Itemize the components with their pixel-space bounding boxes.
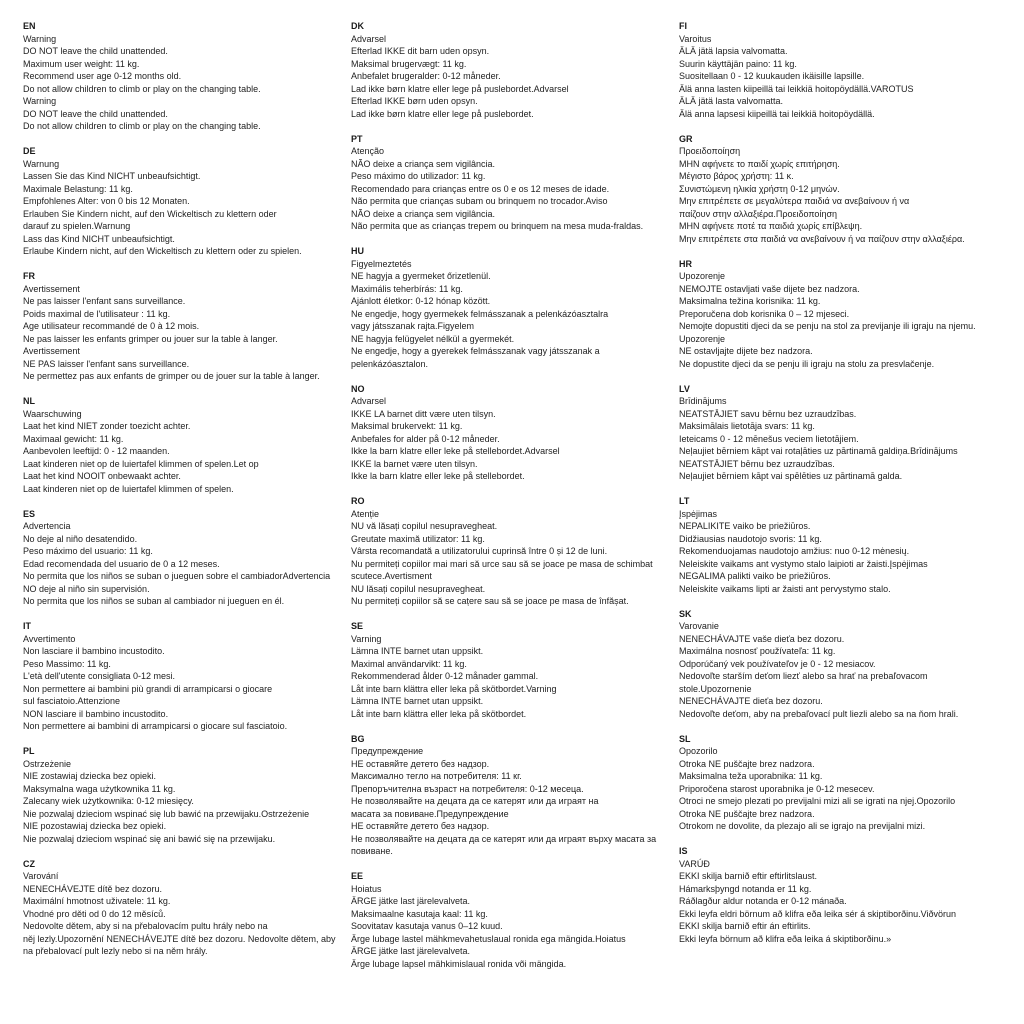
warning-text-line: Do not allow children to climb or play on the changing table.	[23, 121, 261, 131]
warning-text-line: NU lăsați copilul nesupravegheat.	[351, 583, 486, 594]
section-spacer	[23, 383, 349, 396]
language-code: LV	[679, 383, 690, 394]
warning-text-line: No permita que los niños se suban al cambiador ni jueguen en él.	[23, 596, 285, 606]
warning-text-line: Upozorenje	[679, 271, 726, 281]
warning-text-line: ÄLÄ jätä lasta valvomatta.	[679, 96, 784, 106]
language-section-nl	[23, 395, 349, 495]
language-code: BG	[351, 733, 365, 744]
language-section-hu	[351, 245, 677, 370]
warning-text-line: Vârsta recomandată a utilizatorului cuprinsă între 0 și 12 de luni.	[351, 546, 608, 556]
warning-text-line: Neļaujiet bērniem kāpt vai spēlēties uz pārtinamā galda.	[679, 471, 903, 481]
warning-text-line: Lassen Sie das Kind NICHT unbeaufsichtigt.	[23, 171, 201, 181]
language-code: EE	[351, 871, 364, 881]
warning-text-line: Advarsel	[351, 33, 387, 44]
warning-text-line: Ostrzeżenie	[23, 758, 72, 769]
warning-text-line: Neļaujiet bērniem kāpt vai rotaļāties uz pārtinamā galdiņa.Brīdinājums	[679, 446, 958, 456]
warning-text-line: Suurin käyttäjän paino: 11 kg.	[679, 58, 797, 69]
warning-text-line: Opozorilo	[679, 746, 718, 756]
warning-text-line: ÄRGE jätke last järelevalveta.	[351, 946, 471, 956]
language-section-fr	[23, 270, 349, 383]
warning-text-line: Anbefalet brugeralder: 0-12 måneder.	[351, 71, 501, 81]
warning-text-line: Ärge lubage lastel mähkmevahetuslaual ronida ega mängida.Hoiatus	[351, 933, 626, 944]
warning-text-line: Varování	[23, 871, 59, 881]
warning-text-line: něj lezly.Upozornění NENECHÁVEJTE dítě bez dozoru. Nedovolte dětem, aby	[23, 933, 336, 944]
warning-text-line: Maksimal brukervekt: 11 kg.	[351, 421, 463, 431]
warning-text-line: Laat kinderen niet op de luiertafel klimmen of spelen.	[23, 483, 234, 494]
language-code: IS	[679, 846, 688, 856]
warning-text-line: Maksimaalne kasutaja kaal: 11 kg.	[351, 908, 488, 919]
language-section-pt	[351, 133, 677, 233]
language-section-dk	[351, 20, 677, 120]
section-spacer	[679, 120, 1005, 133]
warning-text-line: Ekki leyfa börnum að klifra eða leika á skiptiborðinu.»	[679, 933, 892, 944]
warning-text-line: Edad recomendada del usuario de 0 a 12 meses.	[23, 558, 220, 569]
warning-text-line: Maksimal brugervægt: 11 kg.	[351, 58, 467, 69]
warning-text-line: Greutate maximă utilizator: 11 kg.	[351, 533, 485, 544]
warning-text-line: scutece.Avertisment	[351, 571, 432, 581]
warning-text-line: Atenție	[351, 508, 380, 519]
language-code: CZ	[23, 858, 35, 869]
warning-text-line: stole.Upozornenie	[679, 683, 752, 694]
section-spacer	[351, 858, 677, 871]
warning-text-line: vagy játsszanak rajta.Figyelem	[351, 321, 475, 331]
warning-text-line: Συνιστώμενη ηλικία χρήστη 0-12 μηνών.	[679, 183, 840, 194]
warning-text-line: Otroka NE puščajte brez nadzora.	[679, 808, 815, 819]
warning-text-line: Atenção	[351, 146, 385, 156]
warning-text-line: Maximální hmotnost uživatele: 11 kg.	[23, 896, 171, 906]
warning-text-line: Lad ikke børn klatre eller lege på puslebordet.	[351, 108, 534, 119]
warning-text-line: NU vă lăsați copilul nesupravegheat.	[351, 521, 498, 531]
warning-text-line: No deje al niño desatendido.	[23, 533, 138, 544]
section-spacer	[679, 720, 1005, 733]
warning-text-line: No permita que los niños se suban o jueguen sobre el cambiadorAdvertencia	[23, 571, 331, 581]
warning-text-line: Priporočena starost uporabnika je 0-12 mesecev.	[679, 783, 875, 794]
warning-text-line: Neleiskite vaikams lipti ar žaisti ant pervystymo stalo.	[679, 583, 891, 594]
warning-text-line: NE ostavljajte dijete bez nadzora.	[679, 346, 813, 356]
warning-text-line: darauf zu spielen.Warnung	[23, 221, 131, 231]
warning-text-line: Advertencia	[23, 521, 71, 531]
warning-text-line: Ne pas laisser l'enfant sans surveillance.	[23, 296, 186, 306]
warning-text-line: Lass das Kind NICHT unbeaufsichtigt.	[23, 233, 175, 244]
warning-text-line: pelenkázóasztalon.	[351, 358, 429, 369]
section-spacer	[23, 608, 349, 621]
warning-text-line: NENECHÁVAJTE dieťa bez dozoru.	[679, 696, 823, 706]
language-section-is	[679, 845, 1005, 945]
warning-text-line: NEATSTĀJIET savu bērnu bez uzraudzības.	[679, 408, 857, 419]
warning-text-line: DO NOT leave the child unattended.	[23, 46, 168, 56]
language-section-es	[23, 508, 349, 608]
language-code: EN	[23, 21, 36, 31]
warning-text-line: NÃO deixe a criança sem vigilância.	[351, 158, 496, 169]
warning-text-line: NE hagyja a gyermeket őrizetlenül.	[351, 271, 491, 281]
warning-text-line: VARÚÐ	[679, 858, 710, 869]
section-spacer	[679, 595, 1005, 608]
section-spacer	[679, 370, 1005, 383]
warning-text-line: EKKI skilja barnið eftir eftirlitslaust.	[679, 871, 818, 881]
warning-text-line: ΜΗΝ αφήνετε το παιδί χωρίς επιτήρηση.	[679, 158, 840, 169]
section-spacer	[351, 483, 677, 496]
section-spacer	[351, 233, 677, 246]
section-spacer	[23, 133, 349, 146]
warning-text-line: Warning	[23, 33, 57, 44]
warning-text-line: Otroci ne smejo plezati po previjalni mizi ali se igrati na njej.Opozorilo	[679, 796, 956, 806]
column-1	[23, 20, 349, 958]
warning-text-line: Μην επιτρέπετε σε μεγαλύτερα παιδιά να ανεβαίνουν ή να	[679, 196, 910, 206]
warning-text-line: Maksimalna težina korisnika: 11 kg.	[679, 296, 821, 306]
language-section-de	[23, 145, 349, 258]
warning-text-line: Peso Massimo: 11 kg.	[23, 658, 111, 669]
warning-text-line: NEPALIKITE vaiko be priežiūros.	[679, 521, 811, 531]
warning-text-line: Zalecany wiek użytkownika: 0-12 miesięcy.	[23, 796, 194, 806]
language-code: FI	[679, 21, 687, 31]
language-section-ro	[351, 495, 677, 608]
warning-text-line: Peso máximo do utilizador: 11 kg.	[351, 171, 486, 181]
section-spacer	[23, 495, 349, 508]
language-code: IT	[23, 621, 31, 631]
language-code: SL	[679, 733, 691, 744]
warning-text-line: Препоръчителна възраст на потребителя: 0-12 месеца.	[351, 783, 584, 794]
warning-text-line: Не позволявайте на децата да се катерят или да играят върху масата за	[351, 833, 657, 844]
warning-text-line: DO NOT leave the child unattended.	[23, 108, 168, 119]
warning-text-line: sul fasciatoio.Attenzione	[23, 696, 121, 706]
warning-text-line: Figyelmeztetés	[351, 258, 412, 269]
language-code: HR	[679, 258, 692, 269]
warning-text-line: Lad ikke børn klatre eller lege på puslebordet.Advarsel	[351, 83, 569, 94]
warning-text-line: Aanbevolen leeftijd: 0 - 12 maanden.	[23, 446, 170, 456]
warning-text-line: Preporučena dob korisnika 0 – 12 mjeseci.	[679, 308, 850, 319]
warning-text-line: Ne engedje, hogy a gyerekek felmásszanak vagy játsszanak a	[351, 346, 600, 356]
language-code: FR	[23, 271, 35, 281]
warning-text-line: Não permita que as crianças trepem ou brinquem na mesa muda-fraldas.	[351, 221, 644, 231]
warning-text-line: NENECHÁVAJTE vaše dieťa bez dozoru.	[679, 633, 845, 644]
language-section-sk	[679, 608, 1005, 721]
language-code: SK	[679, 608, 692, 619]
warning-text-line: Varoitus	[679, 33, 712, 44]
warning-text-line: NENECHÁVEJTE dítě bez dozoru.	[23, 883, 163, 894]
warning-text-line: Avvertimento	[23, 633, 76, 644]
warning-text-line: Ärge lubage lapsel mähkimislaual ronida või mängida.	[351, 958, 567, 969]
warning-text-line: Odporúčaný vek používateľov je 0 - 12 mesiacov.	[679, 658, 876, 669]
language-section-no	[351, 383, 677, 483]
warning-text-line: Ne engedje, hogy gyermekek felmásszanak a pelenkázóasztalra	[351, 308, 609, 319]
warning-text-line: Efterlad IKKE børn uden opsyn.	[351, 96, 478, 106]
language-section-gr	[679, 133, 1005, 246]
warning-text-line: Warnung	[23, 158, 60, 169]
warning-text-line: Laat het kind NOOIT onbewaakt achter.	[23, 471, 181, 481]
warning-text-line: Vhodné pro děti od 0 do 12 měsíců.	[23, 908, 166, 919]
warning-text-line: Varovanie	[679, 621, 719, 631]
warning-text-line: Maximaal gewicht: 11 kg.	[23, 433, 124, 444]
warning-text-line: Nie pozwalaj dzieciom wspinać się ani bawić się na przewijaku.	[23, 833, 276, 844]
warning-text-line: Ieteicams 0 - 12 mēnešus veciem lietotājiem.	[679, 433, 859, 444]
warning-text-line: Maksimalna teža uporabnika: 11 kg.	[679, 771, 823, 781]
language-code: RO	[351, 496, 365, 506]
warning-text-line: Nedovoľte starším deťom liezť alebo sa hrať na prebaľovacom	[679, 671, 928, 681]
warning-text-line: NON lasciare il bambino incustodito.	[23, 708, 169, 719]
warning-text-line: Non lasciare il bambino incustodito.	[23, 646, 165, 656]
language-code: NL	[23, 396, 35, 406]
language-code: PT	[351, 133, 363, 144]
warning-text-line: Ajánlott életkor: 0-12 hónap között.	[351, 296, 491, 306]
warning-text-line: масата за повиване.Предупреждение	[351, 808, 509, 819]
warning-text-line: Nedovolte dětem, aby si na přebalovacím pultu hrály nebo na	[23, 921, 268, 931]
language-section-ee	[351, 870, 677, 970]
language-code: PL	[23, 746, 35, 756]
warning-text-line: Avertissement	[23, 346, 80, 356]
section-spacer	[23, 845, 349, 858]
warning-text-line: Lämna INTE barnet utan uppsikt.	[351, 696, 484, 706]
warning-text-line: Ráðlagður aldur notanda er 0-12 mánaða.	[679, 896, 847, 906]
warning-text-line: Didžiausias naudotojo svoris: 11 kg.	[679, 533, 822, 544]
warning-text-line: Μέγιστο βάρος χρήστη: 11 κ.	[679, 171, 794, 181]
warning-text-line: Soovitatav kasutaja vanus 0–12 kuud.	[351, 921, 503, 931]
language-section-hr	[679, 258, 1005, 371]
warning-text-line: Avertissement	[23, 283, 80, 294]
warning-text-line: Ikke la barn klatre eller leke på stellebordet.Advarsel	[351, 446, 560, 456]
warning-text-line: Įspėjimas	[679, 508, 718, 519]
warning-text-line: Non permettere ai bambini più grandi di arrampicarsi o giocare	[23, 683, 273, 694]
section-spacer	[679, 833, 1005, 846]
warning-text-line: NE PAS laisser l'enfant sans surveillance.	[23, 358, 190, 369]
warning-text-line: NÃO deixe a criança sem vigilância.	[351, 208, 496, 219]
warning-text-line: NIE zostawiaj dziecka bez opieki.	[23, 771, 157, 781]
warning-text-line: Age utilisateur recommandé de 0 à 12 mois.	[23, 321, 200, 331]
warning-text-line: Laat het kind NIET zonder toezicht achter.	[23, 421, 191, 431]
warning-text-line: Maximálna nosnosť používateľa: 11 kg.	[679, 646, 836, 656]
section-spacer	[351, 120, 677, 133]
warning-text-line: Não permita que crianças subam ou brinquem no trocador.Aviso	[351, 196, 608, 206]
language-section-it	[23, 620, 349, 733]
warning-text-line: Otroka NE puščajte brez nadzora.	[679, 758, 815, 769]
warning-text-line: Erlaube Kindern nicht, auf den Wickeltisch zu klettern oder zu spielen.	[23, 246, 302, 256]
warning-text-line: Laat kinderen niet op de luiertafel klimmen of spelen.Let op	[23, 458, 259, 469]
language-section-cz	[23, 858, 349, 958]
warning-text-line: Lämna INTE barnet utan uppsikt.	[351, 646, 484, 656]
warning-text-line: IKKE la barnet være uten tilsyn.	[351, 458, 478, 469]
warning-text-line: Maximale Belastung: 11 kg.	[23, 183, 133, 194]
warning-text-line: Μην επιτρέπετε στα παιδιά να ανεβαίνουν ή να παίζουν στην αλλαξιέρα.	[679, 233, 965, 244]
warning-text-line: Non permettere ai bambini di arrampicarsi o giocare sul fasciatoio.	[23, 721, 288, 731]
warning-text-line: NEATSTĀJIET bērnu bez uzraudzības.	[679, 458, 835, 469]
warning-text-line: Ne permettez pas aux enfants de grimper ou de jouer sur la table à langer.	[23, 371, 320, 381]
warning-text-line: Upozorenje	[679, 333, 726, 344]
warning-text-line: Otrokom ne dovolite, da plezajo ali se igrajo na previjalni mizi.	[679, 821, 926, 831]
warning-text-line: EKKI skilja barnið eftir án eftirlits.	[679, 921, 811, 931]
section-spacer	[679, 245, 1005, 258]
language-code: DK	[351, 21, 364, 31]
warning-text-line: Ikke la barn klatre eller leke på stellebordet.	[351, 471, 525, 481]
warning-text-line: Не позволявайте на децата да се катерят или да играят на	[351, 796, 599, 806]
section-spacer	[23, 733, 349, 746]
warning-text-line: Erlauben Sie Kindern nicht, auf den Wickeltisch zu klettern oder	[23, 208, 277, 219]
warning-text-line: Rekommenderad ålder 0-12 månader gammal.	[351, 671, 539, 681]
warning-text-line: Do not allow children to climb or play on the changing table.	[23, 83, 261, 94]
warning-text-line: Nemojte dopustiti djeci da se penju na stol za previjanje ili igraju na njemu.	[679, 321, 976, 331]
warning-text-line: Предупреждение	[351, 746, 424, 756]
warning-text-line: Poids maximal de l'utilisateur : 11 kg.	[23, 308, 171, 319]
section-spacer	[351, 720, 677, 733]
warning-text-line: Älä anna lasten kiipeillä tai leikkiä hoitopöydällä.VAROTUS	[679, 83, 914, 94]
warning-text-line: na přebalovací pult lezly nebo si na něm hrály.	[23, 946, 208, 956]
warning-text-line: Brīdinājums	[679, 396, 727, 406]
warning-text-line: Låt inte barn klättra eller leka på skötbordet.Varning	[351, 683, 557, 694]
column-3	[679, 20, 1005, 945]
warning-text-line: Warning	[23, 96, 57, 106]
language-section-se	[351, 620, 677, 720]
warning-text-line: ÄRGE jätke last järelevalveta.	[351, 896, 471, 906]
language-section-en	[23, 20, 349, 133]
warning-text-line: Ne dopustite djeci da se penju ili igraju na stolu za presvlačenje.	[679, 358, 935, 369]
warning-text-line: Nu permiteți copiilor să se cațere sau să se joace pe masa de înfășat.	[351, 596, 629, 606]
warning-text-line: NIE pozostawiaj dziecka bez opieki.	[23, 821, 167, 831]
language-code: HU	[351, 246, 364, 256]
warning-text-line: παίζουν στην αλλαξιέρα.Προειδοποίηση	[679, 208, 838, 219]
warning-text-line: Προειδοποίηση	[679, 146, 741, 156]
warning-text-line: Låt inte barn klättra eller leka på skötbordet.	[351, 708, 527, 719]
section-spacer	[351, 608, 677, 621]
language-section-bg	[351, 733, 677, 858]
warning-text-line: Nu permiteți copiilor mai mari să urce sau să se joace pe masa de schimbat	[351, 558, 653, 569]
warning-text-line: Hámarksþyngd notanda er 11 kg.	[679, 883, 812, 894]
warning-text-line: NEGALIMA palikti vaiko be priežiūros.	[679, 571, 831, 581]
warning-text-line: НЕ оставяйте детето без надзор.	[351, 821, 490, 831]
warning-text-line: Ekki leyfa eldri börnum að klifra eða leika sér á skiptiborðinu.Viðvörun	[679, 908, 956, 919]
column-2	[351, 20, 677, 970]
language-code: LT	[679, 496, 690, 506]
warning-text-line: НЕ оставяйте детето без надзор.	[351, 758, 490, 769]
warning-text-line: Neleiskite vaikams ant vystymo stalo laipioti ar žaisti.Įspėjimas	[679, 558, 928, 569]
warning-text-line: NEMOJTE ostavljati vaše dijete bez nadzora.	[679, 283, 860, 294]
warning-text-line: Maksymalna waga użytkownika 11 kg.	[23, 783, 176, 794]
language-section-sl	[679, 733, 1005, 833]
warning-text-line: Максимално тегло на потребителя: 11 кг.	[351, 771, 522, 781]
warning-text-line: Ne pas laisser les enfants grimper ou jouer sur la table à langer.	[23, 333, 278, 344]
warning-text-line: Anbefales for alder på 0-12 måneder.	[351, 433, 500, 444]
language-code: DE	[23, 146, 36, 156]
language-code: GR	[679, 133, 693, 144]
section-spacer	[679, 483, 1005, 496]
warning-text-line: L'età dell'utente consigliata 0-12 mesi.	[23, 671, 176, 681]
warning-text-line: Nie pozwalaj dzieciom wspinać się lub bawić na przewijaku.Ostrzeżenie	[23, 808, 310, 819]
warning-text-line: Recommend user age 0-12 months old.	[23, 71, 182, 81]
warning-text-line: Rekomenduojamas naudotojo amžius: nuo 0-12 mėnesių.	[679, 546, 910, 556]
warning-text-line: ΜΗΝ αφήνετε ποτέ τα παιδιά χωρίς επίβλεψη.	[679, 221, 863, 231]
warning-text-line: Maximum user weight: 11 kg.	[23, 58, 140, 69]
warning-text-line: Recomendado para crianças entre os 0 e os 12 meses de idade.	[351, 183, 610, 194]
language-section-lt	[679, 495, 1005, 595]
warning-text-line: Peso máximo del usuario: 11 kg.	[23, 546, 153, 556]
section-spacer	[351, 370, 677, 383]
warning-text-line: Empfohlenes Alter: von 0 bis 12 Monaten.	[23, 196, 190, 206]
language-code: SE	[351, 621, 364, 631]
language-code: ES	[23, 508, 36, 519]
warning-text-line: Nedovoľte deťom, aby na prebaľovací pult liezli alebo sa na ňom hrali.	[679, 708, 959, 719]
warning-text-line: Varning	[351, 633, 382, 644]
warning-text-line: повиване.	[351, 846, 393, 856]
warning-text-line: Maksimālais lietotāja svars: 11 kg.	[679, 421, 815, 431]
warning-text-line: NE hagyja felügyelet nélkül a gyermekét.	[351, 333, 515, 344]
language-section-pl	[23, 745, 349, 845]
warning-text-line: Hoiatus	[351, 883, 382, 894]
language-code: NO	[351, 383, 365, 394]
warning-text-line: Advarsel	[351, 396, 387, 406]
warning-text-line: Suositellaan 0 - 12 kuukauden ikäisille lapsille.	[679, 71, 865, 81]
warning-text-line: Älä anna lapsesi kiipeillä tai leikkiä hoitopöydällä.	[679, 108, 875, 119]
warning-text-line: IKKE LA barnet ditt være uten tilsyn.	[351, 408, 496, 419]
language-section-fi	[679, 20, 1005, 120]
warning-text-line: ÄLÄ jätä lapsia valvomatta.	[679, 46, 788, 56]
warning-text-line: Efterlad IKKE dit barn uden opsyn.	[351, 46, 490, 56]
warning-text-line: Maximal användarvikt: 11 kg.	[351, 658, 467, 669]
warning-text-line: NO deje al niño sin supervisión.	[23, 583, 150, 594]
language-section-lv	[679, 383, 1005, 483]
section-spacer	[23, 258, 349, 271]
warning-text-line: Waarschuwing	[23, 408, 82, 419]
warning-text-line: Maximális teherbírás: 11 kg.	[351, 283, 463, 294]
